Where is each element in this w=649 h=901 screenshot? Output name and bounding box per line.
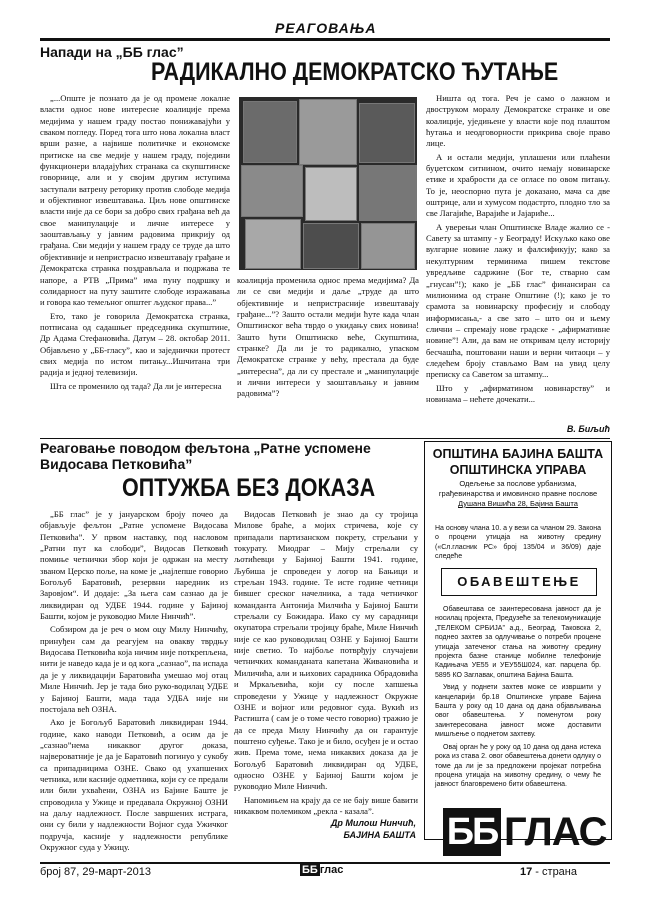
notice-heading: ОБАВЕШТЕЊЕ (441, 568, 597, 596)
newspaper-collage-photo (239, 97, 417, 270)
paragraph: Видосав Петковић је знао да су тројица Милове браће, а мојих стричева, које су припадали партизанском покрету, стрељани у токурату. Миодраг – Мију стрељали су љотићевци у Бајиној Башти 1941. године, Љубиша је спроведен у логор на Бањици и стрељан 1943. године. Те исте године четници бившег среског начелника, а тада четничког команданта Антонија Милчића у Бајиној Башти стрељали су Божидара. Иако су му сарадници окупатора стрељали тројицу браће, Миле Нинчић није се као руководилац ОЗНЕ у Бајиној Башти није светио. То најбоље потврђују случајеви четничких команданата капетана Живановића и Миличића, али и њихових сарадника Обрадовића и Мркаљевића, који су после хапшења спроведени у Ужице у надлежност Окружне ОЗНЕ и војног или редовног суда. Вукић из Растишта ( сам је о томе често говорио) тражио је да се преда Милу Нинчићу да он гарантује поштено суђење. Тако је и било, осуђен је и остао жив. Према томе, нема никаквих доказа да је Богољуб Баратовић ликвидиран од УДБЕ, односно ОЗНЕ у Бајиној Башти којом је руководио Миле Нинчић. (234, 509, 418, 792)
logo-glas: ГЛАС (504, 810, 607, 854)
article1-column-2 (237, 275, 419, 402)
paragraph: Собзиром да је реч о мом оцу Милу Нинчићу, принуђен сам да реагујем на овакву тврдњу Видосава Петковића која ничим није поткрепљена, нити је наведо када је и од кога „сазнао”, па испада да је у ликвидацији Баратовића умешао мој отац Миле Нинчић. Јер је тада био руко-водилац УДБЕ у Бајиној Башти, мада тада УДБА није ни постојала већ ОЗНА. (40, 624, 228, 714)
footer-masthead-glas: глас (319, 864, 344, 876)
footer-page-number: 17 (520, 866, 533, 878)
notice-department-name: Одељење за послове урбанизма, грађевинарства и имовинско правне послове (438, 479, 598, 498)
article1-title: РАДИКАЛНО ДЕМОКРАТСКО ЋУТАЊЕ (151, 58, 559, 86)
header-rule (40, 38, 610, 41)
notice-body (435, 605, 601, 793)
footer-page (520, 866, 577, 878)
article1-kicker: Напади на „ББ глас” (40, 44, 184, 60)
article1-signature: В. Биљић (566, 424, 610, 434)
article2-signature-name: Др Милош Нинчић, (330, 818, 416, 828)
footer-masthead-bb: ББ (302, 864, 318, 876)
paragraph: Ето, тако је говорила Демократска странка, потписана од садашњег председника скупштине, Др Адама Стефановића. Датум – 28. октобар 2011. Објављено у „ББ-гласу”, као и заједнички протест свих медија по истом питању...Ишчитана три радија и једној телевизији. (40, 310, 230, 378)
article2-column-2 (234, 509, 418, 819)
article2-kicker: Реаговање поводом фељтона „Ратне успомене Видосава Петковића” (40, 440, 371, 472)
notice-org-title: ОПШТИНА БАЈИНА БАШТА (432, 447, 604, 461)
paragraph: Ако је Богољуб Баратовић ликвидиран 1944. године, како наводи Петковић, а осим да је „сазнао”нема никаквог другог доказа, највероватније је да је Баратовић погинуо у сукобу са припадницима ОЗНЕ. Свако од ухапшених четника, или касније одметника, који су се предали или били ухваћени, ОЗНА из Бајине Баште је спроводила у Ужице и предавала Окружној ОЗНИ на даљу надлежност. После завршених истрага, они су били у надлежности Војног суда Ужичког подручја, касније у надлежности републике Окружног суда у Ужицу. (40, 717, 228, 852)
paragraph: Увид у поднети захтев може се извршити у канцеларији бр.18 Општинске управе Бајина Башта у року од 10 дана од дана објављивања овог обавештења. У поменутом року заинтересована јавност може доставити мишљење о поднетом захтеву. (435, 684, 601, 739)
paragraph: Овај орган ће у року од 10 дана од дана истека рока из става 2. овог обавештења донети одлуку о томе да ли је за предложени пројекат потребна процена утицаја на животну средину, о чему ће јавност благовремено бити обавештена. (435, 743, 601, 789)
paragraph: Напомињем на крају да се не бају више бавити никаквом полемиком „рекла - казала”. (234, 794, 418, 816)
footer-masthead (300, 864, 343, 876)
article1-column-1 (40, 93, 230, 394)
article2-signature (270, 817, 416, 841)
paragraph: А и остали медији, уплашени или плаћени буџетском ситнином, очито немају новинарске етике и храбрости да се огласе по овом питању. То је, неоспорно пута је доказано, мача са две оштрице, али и хумусом подастрто, плодно тло за све Лагајиће, Варајиће и Јајариће... (426, 151, 610, 219)
article-divider (40, 438, 610, 439)
notice-org-subtitle: ОПШТИНСКА УПРАВА (449, 463, 587, 477)
paragraph: „...Опште је познато да је од промене локалне власти однос нове интересне коалиције према медијима у нашем граду постао понижавајући у сваком погледу. Поред тога што нова локална власт врши разне, а највише политичке и економске притиске на све медије у нашем граду, поједини функционери владајућих странака са скупштинске говорнице, али и у својим другим иступима заступали ватрену реторику против слободе медија и објективног извештавања. Циљ нове општинске власти није да се бори за добро свих грађана већ да свое манипулације и личне интересе у заоштављању у јавним радовима прикрију од грађана. Сви медији у нашем граду се труде да што објективније и непристрасно извештавају грађане и Демократска странка поздрављала и подржава те напоре, а РТВ „Прима” има пуну подршку и солидарност на путу заштите слободе изражавања и говора као темељног општег људског права...” (40, 93, 230, 308)
paragraph: Шта се променило од тада? Да ли је интересна (50, 380, 222, 391)
paragraph: коалиција променила однос према медијима? Да ли се сви медији и даље „труде да што објективније и непристрасније извештавају грађане...”? Зашто остали медији ћуте када члан Општинског већа тврдо о укидању свих новина! Зашто ћути Општинско веће, Скупштина, странке? Да ли је то радикално, упаском Демократске странке у већу, престала да буде „интересна”, да ли су престале и „манипулације и лични интереси у заоштављању и јавним радовима”? (237, 275, 419, 399)
article2-title: ОПТУЖБА БЕЗ ДОКАЗА (122, 474, 376, 502)
notice-address: Душана Вишића 28, Бајина Башта (458, 499, 578, 508)
bb-glas-logo (443, 808, 605, 856)
notice-legal-basis: На основу члана 10. а у вези са чланом 29. Закона о процени утицаја на животну средину («Сл.гласник РС» број 135/04 и 36/09) даје следеће (435, 525, 601, 561)
paragraph: А уверењи члан Општинске Владе жалио се - Савету за штампу - у Београду! Искуљко како ове вулгарне новине лажу и фалсификују; како за некултурним терминима пишем текстове увредљиве садржине (Бог те, стварно сам „гнусан”!); како је „ББ глас” финансиран са милионима од стране Општине (!); како је то срамота за новинарску професију и слободу информисања,- а све зато – што он и њему слични – спремају нове градске - „афирмативне новине”! Али, да вам не откривам целу историју бесчашћа, поштовани наши и верни читаоци – у следећем броју стављамо Вам на увид целу преписку са Саветом за штампу... (426, 221, 610, 380)
article1-column-3 (426, 93, 610, 407)
notice-department (435, 479, 601, 509)
article2-signature-place: БАЈИНА БАШТА (343, 830, 416, 840)
paragraph: Ништа од тога. Реч је само о лажном и двоструком моралу Демократске странке и ове коалиције, уједињене у власти које под плаштом ћутања и неодговорности прикрива своје право лице. (426, 93, 610, 149)
municipal-notice-box (424, 441, 612, 840)
footer-issue: број 87, 29-март-2013 (40, 866, 152, 878)
article2-column-1 (40, 509, 228, 855)
paragraph: „ББ глас” је у јануарском броју почео да објављује фељтон „Ратне успомене Видосава Петковића”. У првом наставку, под насловом „Ратни пут ка слободи”, Видосав Петковић помиње четнички збор који је одржан на месту званом Церско поље, на коме је „најлепше говорио Богољуб Баратовић, резервни наредник из Заровјом“. И додаје: „За њега сам сазнао да је ликвидиран од УДБЕ 1944. године у Бајиној Башти, којом је руководио Миле Нинчић”. (40, 509, 228, 622)
paragraph: Што у „афирматином новинарству” и новинама – нећете дочекати... (426, 382, 610, 404)
logo-bb: ББ (443, 808, 501, 856)
paragraph: Обавештава се заинтересована јавност да је носилац пројекта, Предузеће за телекомуникације „ТЕЛЕКОМ СРБИЈА” а.д., Београд, Таковска 2, поднео захтев за одлучивање о потреби процене утицаја затеченог стања на животну средину пројекта базне станице мобилне телефоније Кадињача УЕ55 и УЕУ55Ш024, кат. парцела бр. 5895 КО Заглавак, општина Бајина Башта. (435, 606, 601, 679)
section-label: РЕАГОВАЊА (275, 20, 377, 36)
footer-page-word: - страна (532, 866, 577, 878)
